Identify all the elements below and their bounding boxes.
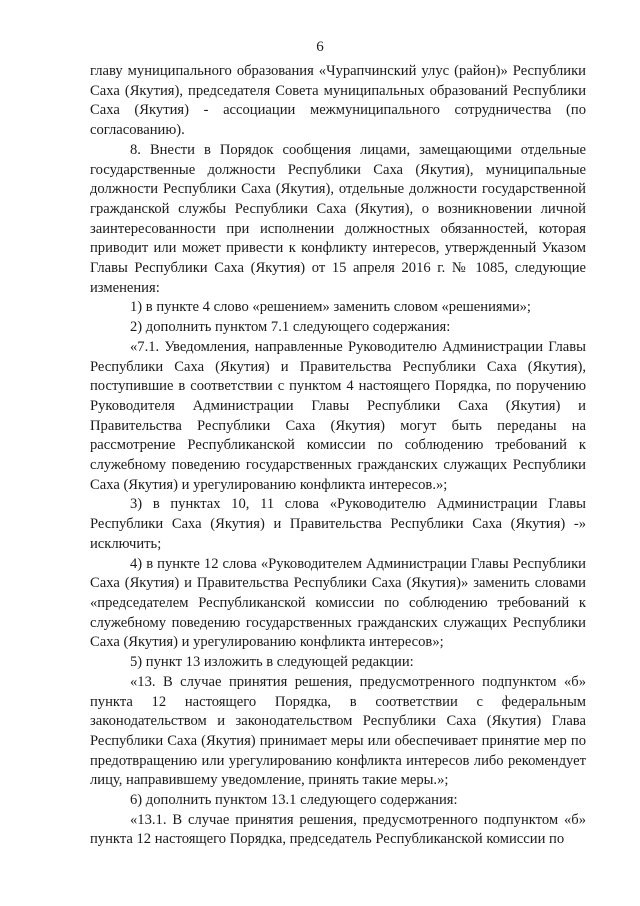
- paragraph-6: 3) в пунктах 10, 11 слова «Руководителю Администрации Главы Республики Саха (Якутия) и Правительства Республики Саха (Якутия) -» исключить;: [90, 496, 586, 552]
- paragraph-4: 2) дополнить пунктом 7.1 следующего содержания:: [130, 319, 451, 336]
- paragraph-8: 5) пункт 13 изложить в следующей редакции:: [130, 654, 414, 671]
- page-number: 6: [316, 39, 324, 55]
- paragraph-7: 4) в пункте 12 слова «Руководителем Администрации Главы Республики Саха (Якутия) и Правительства Республики Саха (Якутия)» заменить словами «председателем Республиканской комиссии по соблюдению требований к служебному поведению государственных гражданских служащих Республики Саха (Якутия) и урегулированию конфликта интересов»;: [90, 555, 586, 651]
- paragraph-3: 1) в пункте 4 слово «решением» заменить словом «решениями»;: [130, 299, 531, 316]
- paragraph-5: «7.1. Уведомления, направленные Руководителю Администрации Главы Республики Саха (Якутия) и Правительства Республики Саха (Якутия), поступившие в соответствии с пунктом 4 настоящего Порядка, по поручению Руководителя Администрации Главы Республики Саха (Якутия) и Правительства Республики Саха (Якутия) могут быть переданы на рассмотрение Республиканской комиссии по соблюдению требований к служебному поведению государственных гражданских служащих Республики Саха (Якутия) и урегулированию конфликта интересов.»;: [90, 338, 586, 493]
- paragraph-10: 6) дополнить пунктом 13.1 следующего содержания:: [130, 792, 458, 809]
- paragraph-9: «13. В случае принятия решения, предусмотренного подпунктом «б» пункта 12 настоящего Порядка, в соответствии с федеральным законодательством и законодательством Республики Саха (Якутия) Глава Республики Саха (Якутия) принимает меры или обеспечивает принятие мер по предотвращению или урегулированию конфликта интересов либо рекомендует лицу, направившему уведомление, принять такие меры.»;: [90, 673, 586, 789]
- paragraph-2: 8. Внести в Порядок сообщения лицами, замещающими отдельные государственные должности Республики Саха (Якутия), муниципальные должности Республики Саха (Якутия), отдельные должности государственной гражданской службы Республики Саха (Якутия), о возникновении личной заинтересованности при исполнении должностных обязанностей, которая приводит или может привести к конфликту интересов, утвержденный Указом Главы Республики Саха (Якутия) от 15 апреля 2016 г. № 1085, следующие изменения:: [90, 141, 586, 296]
- paragraph-1: главу муниципального образования «Чурапчинский улус (район)» Республики Саха (Якутия), председателя Совета муниципальных образований Республики Саха (Якутия) - ассоциации межмуниципального сотрудничества (по согласованию).: [90, 63, 586, 139]
- document-body: [90, 62, 586, 850]
- paragraph-11: «13.1. В случае принятия решения, предусмотренного подпунктом «б» пункта 12 настоящего Порядка, председатель Республиканской комиссии по: [90, 811, 586, 848]
